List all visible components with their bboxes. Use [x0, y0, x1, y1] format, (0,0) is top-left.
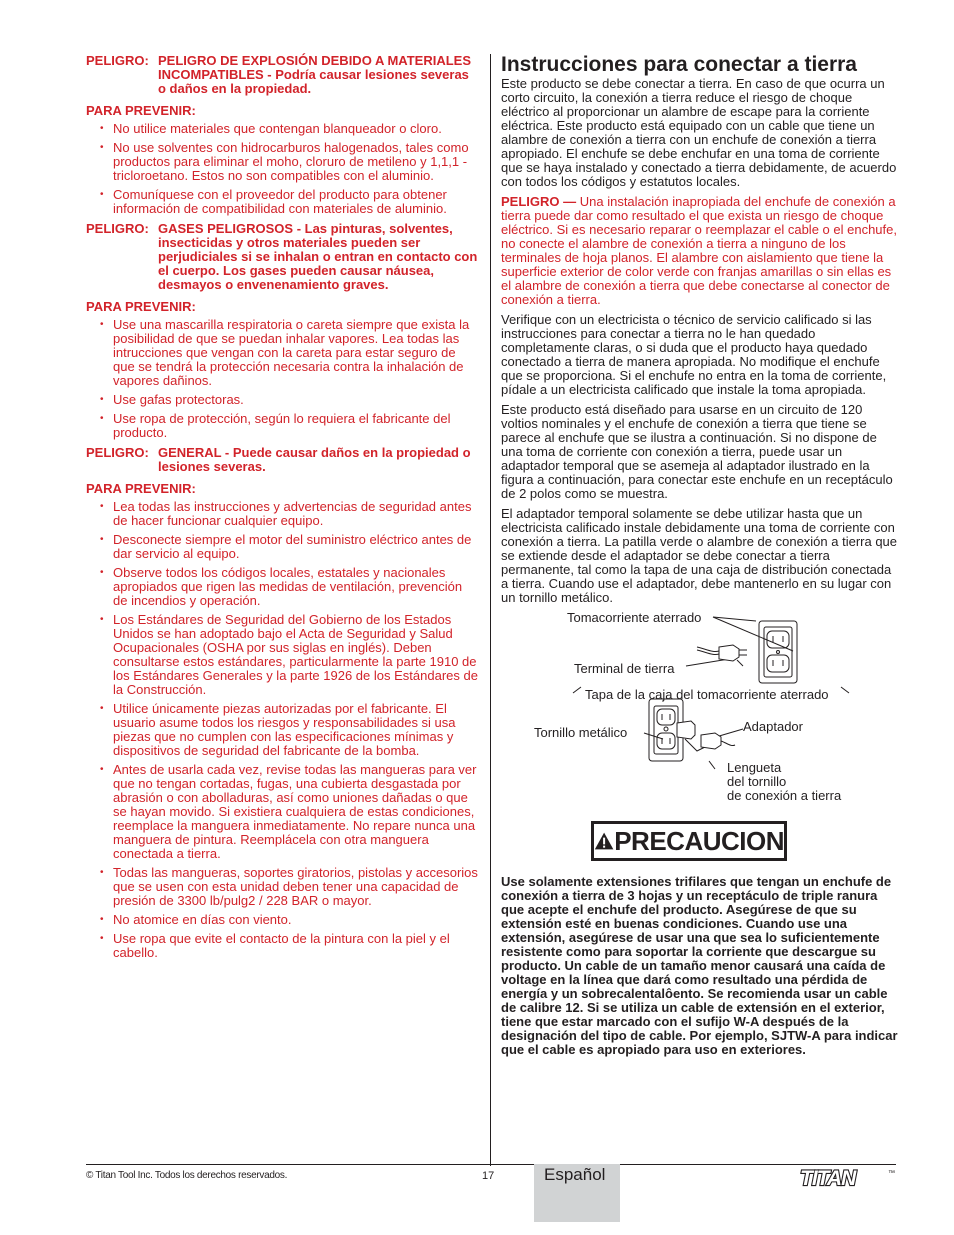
label-tab-line-3: de conexión a tierra — [727, 788, 842, 803]
label-tab-line-1: Lengueta — [727, 760, 782, 775]
logo-wordmark: TITAN — [800, 1167, 856, 1188]
list-item: • Lea todas las instrucciones y advertencias de seguridad antes de hacer funcionar cualquier equipo. — [86, 500, 480, 528]
titan-logo-icon — [800, 1166, 896, 1188]
paragraph: Este producto se debe conectar a tierra. En caso de que ocurra un corto circuito, la conexión a tierra reduce el riesgo de choque eléctrico al proporcionar un alambre de escape para la corriente eléctrica. Este producto está equipado con un cable que tiene un alambre de conexión a tierra con un enchufe de conexión a tierra apropiado. El enchufe se debe enchufar en una toma de corriente que se haya instalado y conectado a tierra debidamente, de acuerdo con todos los códigos y estatutos locales. — [501, 76, 897, 189]
grounding-diagram — [501, 611, 899, 811]
prevent-list-3 — [86, 500, 480, 960]
label-grounded-outlet: Tomacorriente aterrado — [567, 610, 702, 625]
list-item: • No atomice en días con viento. — [86, 913, 480, 927]
list-item: • Desconecte siempre el motor del suministro eléctrico antes de dar servicio al equipo. — [86, 533, 480, 561]
danger-text: Una instalación inapropiada del enchufe de conexión a tierra puede dar como resultado el que exista un riesgo de choque eléctrico. Si es necesario reparar o reemplazar el cable o el enchufe, no conecte el alambre de conexión a tierra a ninguno de los terminales de hoja planos. El alambre con aislamiento que tiene la superficie exterior de color verde con franjas amarillas o sin ellas es el alambre de conexión a tierra que debe conectarse al conector de conexión a tierra. — [501, 194, 897, 307]
right-column — [501, 54, 899, 1057]
list-item: • Use una mascarilla respiratoria o careta siempre que exista la posibilidad de que se puedan inhalar vapores. Lea todas las intrucciones que vengan con la careta para estar seguro de que se tendrá la protección necesaria contra la inhalación de vapores dañinos. — [86, 318, 480, 388]
list-item: • Todas las mangueras, soportes giratorios, pistolas y accesorios que se usen con esta unidad deben tener una capacidad de presión de 3300 lb/pulg2 / 228 BAR o mayor. — [86, 866, 480, 908]
list-item: • Use ropa que evite el contacto de la pintura con la piel y el cabello. — [86, 932, 480, 960]
paragraph: El adaptador temporal solamente se debe utilizar hasta que un electricista calificado instale debidamente una toma de corriente con conexión a tierra. La patilla verde o alambre de conexión a tierra que se extiende desde el adaptador se debe conectar a tierra permanente, tal como la tapa de una caja de distribución conectada a tierra. Cuando use el adaptador, debe mantenerlo en su lugar con un tornillo metálico. — [501, 506, 898, 605]
caution-paragraph: Use solamente extensiones trifilares que tengan un enchufe de conexión a tierra de 3 hojas y un receptáculo de triple ranura que acepte el enchufe del producto. Asegúrese de que su extensión esté en buenas condiciones. Cuando use una extensión, asegúrese de usar una que sea lo suficientemente resistente como para soportar la corriente que descargue su producto. Un cable de un tamaño menor causará una caída de voltage en la línea que dará como resultado una pérdida de energía y un sobrecalentalôento. Se recomienda usar un cable de calibre 12. Si se utiliza un cable de extensión en el exterior, tiene que estar marcado con el sufijo W-A después de la designación del tipo de cable. Por ejemplo, SJTW-A para indicar que el cable es apropiado para uso en exteriores. — [501, 874, 898, 1057]
list-item: • Antes de usarla cada vez, revise todas las mangueras para ver que no tengan cortadas, fugas, una cubierta desgastada por abrasión o con abolladuras, así como uniones dañadas o que se hayan movido. Si existiera cualquiera de estas condiciones, reemplace la manguera inmediatamente. No repare nunca una manguera de pintura. Reemplácela con otra manguera conectada a tierra. — [86, 763, 480, 861]
danger-paragraph — [501, 195, 899, 307]
titan-logo — [800, 1166, 896, 1193]
warning-triangle-icon — [594, 830, 614, 852]
list-item: • No utilice materiales que contengan blanqueador o cloro. — [86, 122, 480, 136]
danger-label: PELIGRO — — [501, 194, 577, 209]
column-divider — [490, 54, 491, 1166]
label-metal-screw: Tornillo metálico — [534, 725, 628, 740]
prevent-heading: PARA PREVENIR: — [86, 299, 196, 314]
danger-text: GENERAL - Puede causar daños en la propiedad o lesiones severas. — [158, 445, 471, 474]
danger-label: PELIGRO: — [86, 445, 149, 460]
label-tab-line-2: del tornillo — [727, 774, 787, 789]
label-adapter: Adaptador — [743, 719, 803, 734]
danger-text: GASES PELIGROSOS - Las pinturas, solventes, insecticidas y otros materiales pueden ser perjudiciales si se inhalan o entran en contacto con el cuerpo. Los gases pueden causar náusea, desmayos o envenenamiento graves. — [158, 221, 478, 292]
section-title: Instrucciones para conectar a tierra — [501, 53, 857, 76]
language-label: Español — [544, 1165, 606, 1184]
paragraph: Este producto está diseñado para usarse en un circuito de 120 voltios nominales y el enchufe de conexión a tierra que tiene se parece al enchufe que se ilustra a continuación. Si no dispone de una toma de corriente con conexión a tierra, puede usar un adaptador temporal que se asemeja al adaptador ilustrado en la figura a continuación, para conectar este enchufe en un receptáculo de 2 polos como se muestra. — [501, 402, 893, 501]
label-ground-terminal: Terminal de tierra — [574, 661, 675, 676]
list-item: • Los Estándares de Seguridad del Gobierno de los Estados Unidos se han adoptado bajo el Acta de Seguridad y Salud Ocupacionales (OSHA por sus siglas en inglés). Deben consultarse estos estándares, particularmente la parte 1910 de los Estándares Generales y la parte 1926 de los Estándares de la Construcción. — [86, 613, 480, 697]
list-item: • Comuníquese con el proveedor del producto para obtener información de compatibilidad con materiales de aluminio. — [86, 188, 480, 216]
language-tab — [534, 1164, 620, 1222]
paragraph: Verifique con un electricista o técnico de servicio calificado si las instrucciones para conectar a tierra no le han quedado completamente claras, o si duda que el producto haya quedado conectado a tierra de manera apropiada. No modifique el enchufe que se proporciona. Si el enchufe no entra en la toma de corriente, pídale a un electricista calificado que instale la toma apropiada. — [501, 312, 887, 397]
danger-label: PELIGRO: — [86, 221, 149, 236]
danger-general — [86, 446, 480, 474]
prevent-list-1 — [86, 122, 480, 216]
list-item: • Utilice únicamente piezas autorizadas por el fabricante. El usuario asume todos los riesgos y responsabilidades si usa piezas que no cumplen con las especificaciones mínimas y dispositivos de seguridad del fabricante de la bomba. — [86, 702, 480, 758]
footer-rule — [86, 1164, 896, 1165]
page-number: 17 — [482, 1170, 495, 1182]
list-item: • Use gafas protectoras. — [86, 393, 480, 407]
grounding-illustration — [501, 611, 899, 811]
copyright: © Titan Tool Inc. Todos los derechos reservados. — [86, 1170, 288, 1181]
prevent-heading: PARA PREVENIR: — [86, 103, 196, 118]
danger-gases — [86, 222, 480, 292]
prevent-heading: PARA PREVENIR: — [86, 481, 196, 496]
list-item: • Use ropa de protección, según lo requiera el fabricante del producto. — [86, 412, 480, 440]
caution-banner — [591, 821, 787, 861]
caution-title: PRECAUCION — [614, 826, 784, 856]
label-outlet-box-cover: Tapa de la caja del tomacorriente aterrado — [585, 687, 829, 702]
danger-label: PELIGRO: — [86, 53, 149, 68]
list-item: • Observe todos los códigos locales, estatales y nacionales apropiados que rigen las medidas de ventilación, prevención de incendios y operación. — [86, 566, 480, 608]
list-item: • No use solventes con hidrocarburos halogenados, tales como productos para eliminar el moho, cloruro de metileno y 1,1,1 - tricloroetano. Estos no son compatibles con el aluminio. — [86, 141, 480, 183]
trademark-mark: ™ — [888, 1170, 895, 1177]
danger-explosion — [86, 54, 480, 96]
prevent-list-2 — [86, 318, 480, 440]
left-column — [86, 54, 480, 966]
danger-text: PELIGRO DE EXPLOSIÓN DEBIDO A MATERIALES INCOMPATIBLES - Podría causar lesiones severas o daños en la propiedad. — [158, 53, 471, 96]
